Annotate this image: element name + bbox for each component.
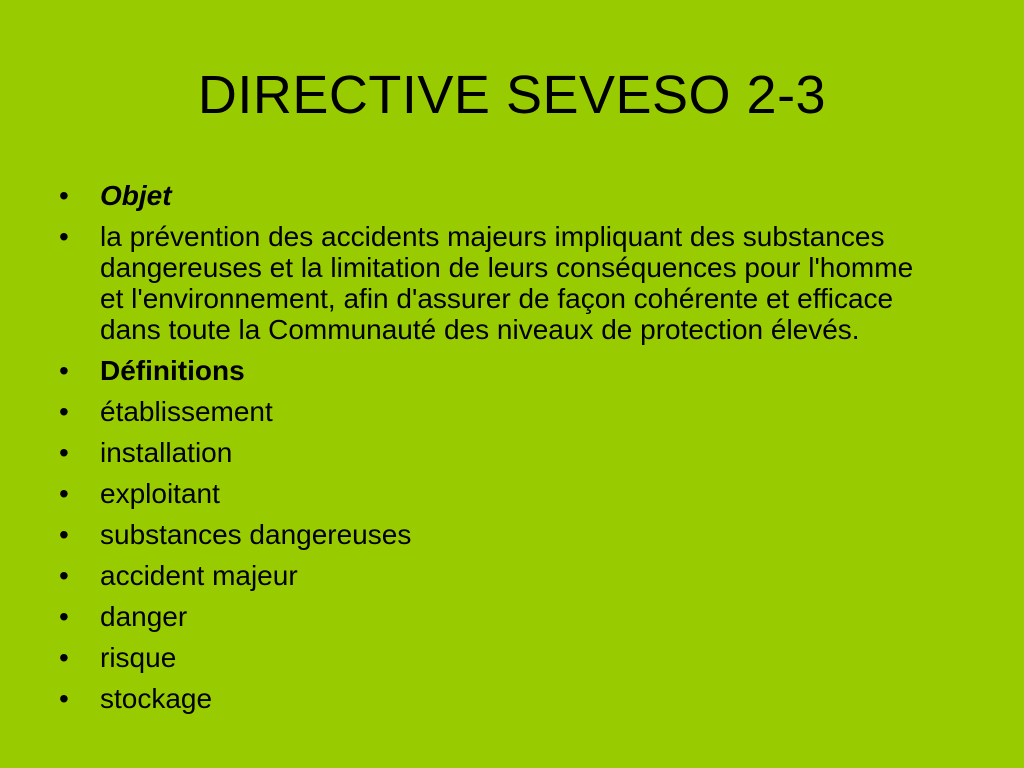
list-item-definitions	[57, 355, 937, 386]
list-item-text: danger	[100, 601, 188, 632]
bullet-icon: •	[59, 601, 69, 632]
list-item-text: établissement	[100, 396, 273, 427]
bullet-icon: •	[59, 221, 69, 252]
list-item-objet	[57, 180, 937, 211]
bullet-icon: •	[59, 180, 69, 211]
list-item-text: accident majeur	[100, 560, 298, 591]
bullet-icon: •	[59, 478, 69, 509]
list-item-substances-dangereuses	[57, 519, 937, 550]
bullet-icon: •	[59, 519, 69, 550]
list-item-stockage	[57, 683, 937, 714]
list-item-danger	[57, 601, 937, 632]
slide-title: DIRECTIVE SEVESO 2-3	[197, 65, 827, 125]
bullet-icon: •	[59, 683, 69, 714]
list-item-text: Définitions	[100, 355, 245, 386]
list-item-objet-description	[57, 221, 937, 345]
list-item-exploitant	[57, 478, 937, 509]
bullet-list	[57, 180, 937, 724]
bullet-icon: •	[59, 560, 69, 591]
list-item-risque	[57, 642, 937, 673]
list-item-text: stockage	[100, 683, 213, 714]
list-item-etablissement	[57, 396, 937, 427]
list-item-text: exploitant	[100, 478, 220, 509]
bullet-icon: •	[59, 642, 69, 673]
list-item-text: substances dangereuses	[100, 519, 412, 550]
bullet-icon: •	[59, 396, 69, 427]
list-item-text: installation	[100, 437, 233, 468]
list-item-installation	[57, 437, 937, 468]
list-item-text: risque	[100, 642, 177, 673]
bullet-icon: •	[59, 355, 69, 386]
list-item-text: Objet	[100, 180, 172, 211]
list-item-text: la prévention des accidents majeurs impliquant des substances dangereuses et la limitation de leurs conséquences pour l'homme et l'environnement, afin d'assurer de façon cohérente et efficace dans toute la Communauté des niveaux de protection élevés.	[100, 221, 914, 345]
bullet-icon: •	[59, 437, 69, 468]
list-item-accident-majeur	[57, 560, 937, 591]
